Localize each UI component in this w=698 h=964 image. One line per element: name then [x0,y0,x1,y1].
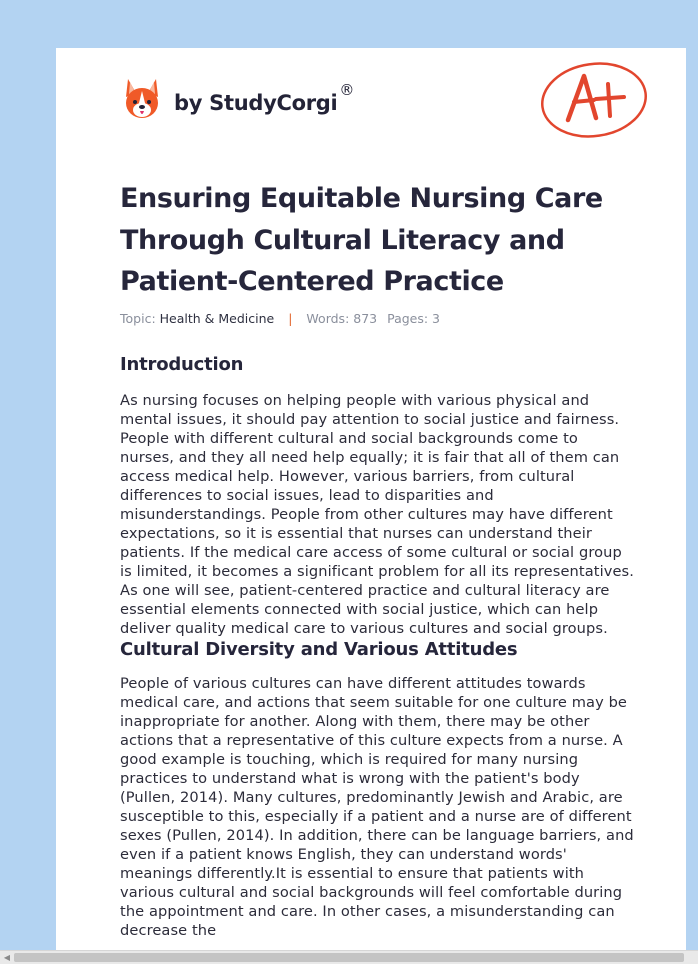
grade-stamp [538,58,650,140]
scroll-left-arrow-icon[interactable]: ◀ [3,953,11,962]
document-meta [120,311,440,326]
section-heading: Introduction [120,354,244,375]
page-count: Pages: 3 [387,311,441,326]
meta-separator: | [288,311,293,326]
document-title: Ensuring Equitable Nursing Care Through Cultural Literacy and Patient-Centered Practice [120,183,603,297]
grade-text: A+ [538,58,540,59]
scrollbar-thumb[interactable] [14,953,684,962]
registered-mark: ® [339,81,355,99]
brand-name: by StudyCorgi® [174,81,355,115]
section-paragraph: People of various cultures can have different attitudes towards medical care, and actions that seem suitable for one culture may be inappropriate for another. Along with them, there may be other actions that a representative of this culture expects from a nurse. A good example is touching, which is required for many nursing practices to understand what is wrong with the patient's body (Pullen, 2014). Many cultures, predominantly Jewish and Arabic, are susceptible to this, especially if a patient and a nurse are of different sexes (Pullen, 2014). In addition, there can be language barriers, and even if a patient knows English, they can understand words' meanings differently.It is essential to ensure that patients with various cultural and social backgrounds will feel comfortable during the appointment and care. In other cases, a misunderstanding can decrease the [120,675,634,939]
corgi-logo-icon [122,77,162,121]
brand-header[interactable] [122,76,354,122]
word-count: Words: 873 [306,311,378,326]
horizontal-scrollbar[interactable] [0,950,698,964]
topic-link[interactable]: Health & Medicine [159,311,275,326]
section-paragraph: As nursing focuses on helping people with various physical and mental issues, it should pay attention to social justice and fairness. People with different cultural and social backgrounds come to nurses, and they all need help equally; it is fair that all of them can access medical help. However, various barriers, from cultural differences to social issues, lead to disparities and misunderstandings. People from other cultures may have different expectations, so it is essential that nurses can understand their patients. If the medical care access of some cultural or social group is limited, it becomes a significant problem for all its representatives. As one will see, patient-centered practice and cultural literacy are essential elements connected with social justice, which can help deliver quality medical care to various cultures and social groups. [120,392,634,637]
document-page [56,48,686,952]
section-heading: Cultural Diversity and Various Attitudes [120,639,518,660]
topic-label: Topic: [120,311,156,326]
document-body [120,353,635,940]
